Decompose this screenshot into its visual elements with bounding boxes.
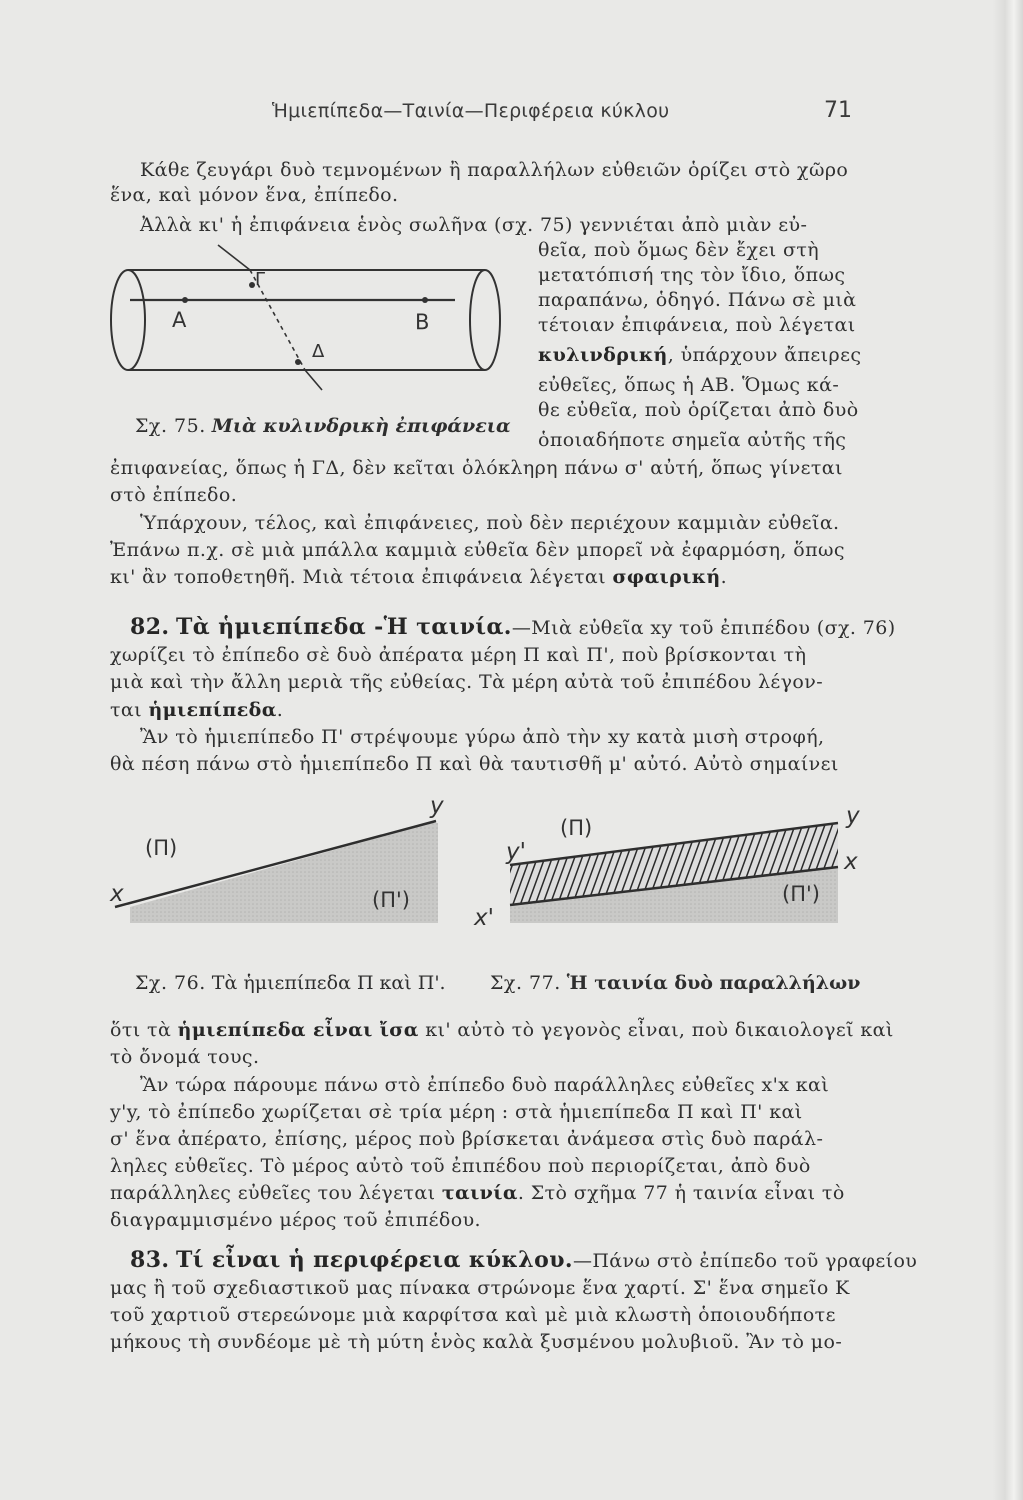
term-sfairiki: σφαιρική <box>612 566 721 588</box>
text-line: τοῦ χαρτιοῦ στερεώνομε μιὰ καρφίτσα καὶ μὲ μιὰ κλωστὴ ὁποιουδήποτε <box>110 1304 836 1326</box>
page-edge <box>993 0 1023 1500</box>
text-line: y'y, τὸ ἐπίπεδο χωρίζεται σὲ τρία μέρη : στὰ ἡμιεπίπεδα Π καὶ Π' καὶ <box>110 1101 803 1123</box>
figure-75-cylinder <box>100 245 520 405</box>
text-span: κι' αὐτὸ τὸ γεγονὸς εἶναι, ποὺ δικαιολογεῖ καὶ <box>418 1019 894 1041</box>
label-x: x <box>844 849 858 875</box>
label-p2: (Π') <box>372 888 410 912</box>
section-number: 82. <box>130 614 170 640</box>
label-x: x <box>110 881 124 907</box>
text-line <box>110 1018 894 1043</box>
text-span: —Πάνω στὸ ἐπίπεδο τοῦ γραφείου <box>572 1250 918 1272</box>
text-line: ἕνα, καὶ μόνον ἕνα, ἐπίπεδο. <box>110 184 399 206</box>
section-83-heading <box>130 1248 917 1274</box>
text-line: Κάθε ζευγάρι δυὸ τεμνομένων ἢ παραλλήλων εὐθειῶν ὁρίζει στὸ χῶρο <box>140 159 849 181</box>
label-y-prime: y' <box>506 839 526 865</box>
label-p: (Π) <box>145 836 178 860</box>
label-a: Α <box>172 308 187 332</box>
text-line: διαγραμμισμένο μέρος τοῦ ἐπιπέδου. <box>110 1209 481 1231</box>
page-number: 71 <box>824 98 852 123</box>
text-line: ὁποιαδήποτε σημεῖα αὐτῆς τῆς <box>538 429 847 451</box>
text-span: , ὑπάρχουν ἄπειρες <box>667 344 862 366</box>
text-line: θὰ πέση πάνω στὸ ἡμιεπίπεδο Π καὶ θὰ ταυτισθῆ μ' αὐτό. Αὐτὸ σημαίνει <box>110 753 839 775</box>
section-title: Τί εἶναι ἡ περιφέρεια κύκλου. <box>175 1247 573 1273</box>
text-line: μετατόπισή της τὸν ἴδιο, ὅπως <box>538 264 846 286</box>
text-line: μας ἢ τοῦ σχεδιαστικοῦ μας πίνακα στρώνομε ἕνα χαρτί. Σ' ἕνα σημεῖο Κ <box>110 1277 850 1299</box>
text-line: τέτοιαν ἐπιφάνεια, ποὺ λέγεται <box>538 314 856 336</box>
running-title: Ἡμιεπίπεδα—Ταινία—Περιφέρεια κύκλου <box>272 100 670 122</box>
text-line: ἐπιφανείας, ὅπως ἡ ΓΔ, δὲν κεῖται ὁλόκληρη πάνω σ' αὐτή, ὅπως γίνεται <box>110 457 843 479</box>
caption-title: Μιὰ κυλινδρικὴ ἐπιφάνεια <box>211 415 511 437</box>
section-title: Τὰ ἡμιεπίπεδα -Ἡ ταινία. <box>175 614 512 640</box>
term-imiepipeda: ἡμιεπίπεδα <box>148 699 277 721</box>
text-line: Ὑπάρχουν, τέλος, καὶ ἐπιφάνειες, ποὺ δὲν περιέχουν καμμιὰν εὐθεῖα. <box>140 512 840 534</box>
label-p: (Π) <box>560 816 593 840</box>
caption-fig-77 <box>490 972 860 994</box>
label-y: y <box>430 793 444 819</box>
text-line <box>110 698 283 723</box>
point-d <box>295 359 301 365</box>
text-line: τὸ ὄνομά τους. <box>110 1046 260 1068</box>
caption-label: Σχ. 75. <box>135 415 206 437</box>
figure-77-strip <box>470 795 870 955</box>
text-span: —Μιὰ εὐθεῖα xy τοῦ ἐπιπέδου (σχ. 76) <box>511 617 896 639</box>
label-b: Β <box>415 310 430 334</box>
text-span: . Στὸ σχῆμα 77 ἡ ταινία εἶναι τὸ <box>517 1182 845 1204</box>
section-number: 83. <box>130 1247 170 1273</box>
text-line: σ' ἕνα ἀπέρατο, ἐπίσης, μέρος ποὺ βρίσκεται ἀνάμεσα στὶς δυὸ παράλ- <box>110 1128 824 1150</box>
text-line: Ἀλλὰ κι' ἡ ἐπιφάνεια ἑνὸς σωλῆνα (σχ. 75) γεννιέται ἀπὸ μιὰν εὐ- <box>140 214 808 236</box>
text-line: Ἂν τὸ ἡμιεπίπεδο Π' στρέψουμε γύρω ἀπὸ τὴν xy κατὰ μισὴ στροφή, <box>140 726 825 748</box>
label-y: y <box>846 803 860 829</box>
section-82-heading <box>130 615 896 641</box>
point-b <box>422 297 428 303</box>
point-a <box>182 297 188 303</box>
label-d: Δ <box>312 341 325 362</box>
term-isa: ἡμιεπίπεδα εἶναι ἴσα <box>177 1019 419 1041</box>
caption-fig-75 <box>135 415 511 437</box>
term-kylindriki: κυλινδρική <box>538 344 668 366</box>
label-x-prime: x' <box>474 905 494 931</box>
text-line <box>110 1181 845 1206</box>
text-line: μιὰ καὶ τὴν ἄλλη μεριὰ τῆς εὐθείας. Τὰ μέρη αὐτὰ τοῦ ἐπιπέδου λέγον- <box>110 671 824 693</box>
caption-fig-76 <box>135 972 446 994</box>
text-line: παραπάνω, ὁδηγό. Πάνω σὲ μιὰ <box>538 289 857 311</box>
text-line: ληλες εὐθεῖες. Τὸ μέρος αὐτὸ τοῦ ἐπιπέδου ποὺ περιορίζεται, ἀπὸ δυὸ <box>110 1155 811 1177</box>
text-line: μήκους τὴ συνδέομε μὲ τὴ μύτη ἑνὸς καλὰ ξυσμένου μολυβιοῦ. Ἂν τὸ μο- <box>110 1331 843 1353</box>
text-line <box>110 565 727 590</box>
text-span: κι' ἂν τοποθετηθῆ. Μιὰ τέτοια ἐπιφάνεια λέγεται <box>110 566 613 588</box>
text-line: στὸ ἐπίπεδο. <box>110 484 238 506</box>
text-span: . <box>276 699 284 721</box>
text-line: θεῖα, ποὺ ὅμως δὲν ἔχει στὴ <box>538 239 820 261</box>
running-header <box>0 98 1023 128</box>
text-span: ται <box>110 699 149 721</box>
label-p2: (Π') <box>782 882 820 906</box>
text-span: . <box>720 566 728 588</box>
cylinder-end-left <box>111 270 145 370</box>
caption-label: Σχ. 76. <box>135 972 206 994</box>
line-gd-outside-top <box>218 245 250 270</box>
cylinder-end-right <box>470 270 500 370</box>
text-line: Ἂν τώρα πάρουμε πάνω στὸ ἐπίπεδο δυὸ παράλληλες εὐθεῖες x'x καὶ <box>140 1074 830 1096</box>
text-span: παράλληλες εὐθεῖες του λέγεται <box>110 1182 442 1204</box>
term-tainia: ταινία <box>441 1182 518 1204</box>
label-g: Γ <box>255 269 266 290</box>
text-line <box>538 343 861 368</box>
caption-title: Τὰ ἡμιεπίπεδα Π καὶ Π'. <box>211 972 446 994</box>
figure-76-half-planes <box>100 795 460 955</box>
text-span: ὅτι τὰ <box>110 1019 178 1041</box>
caption-label: Σχ. 77. <box>490 972 561 994</box>
text-line: θε εὐθεῖα, ποὺ ὁρίζεται ἀπὸ δυὸ <box>538 399 859 421</box>
text-line: χωρίζει τὸ ἐπίπεδο σὲ δυὸ ἀπέρατα μέρη Π καὶ Π', ποὺ βρίσκονται τὴ <box>110 644 807 666</box>
line-gd-outside-bottom <box>305 370 322 390</box>
caption-title: Ἡ ταινία δυὸ παραλλήλων <box>566 972 861 994</box>
text-line: Ἐπάνω π.χ. σὲ μιὰ μπάλλα καμμιὰ εὐθεῖα δὲν μπορεῖ νὰ ἐφαρμόση, ὅπως <box>110 539 845 561</box>
text-line: εὐθεῖες, ὅπως ἡ ΑΒ. Ὅμως κά- <box>538 374 840 396</box>
